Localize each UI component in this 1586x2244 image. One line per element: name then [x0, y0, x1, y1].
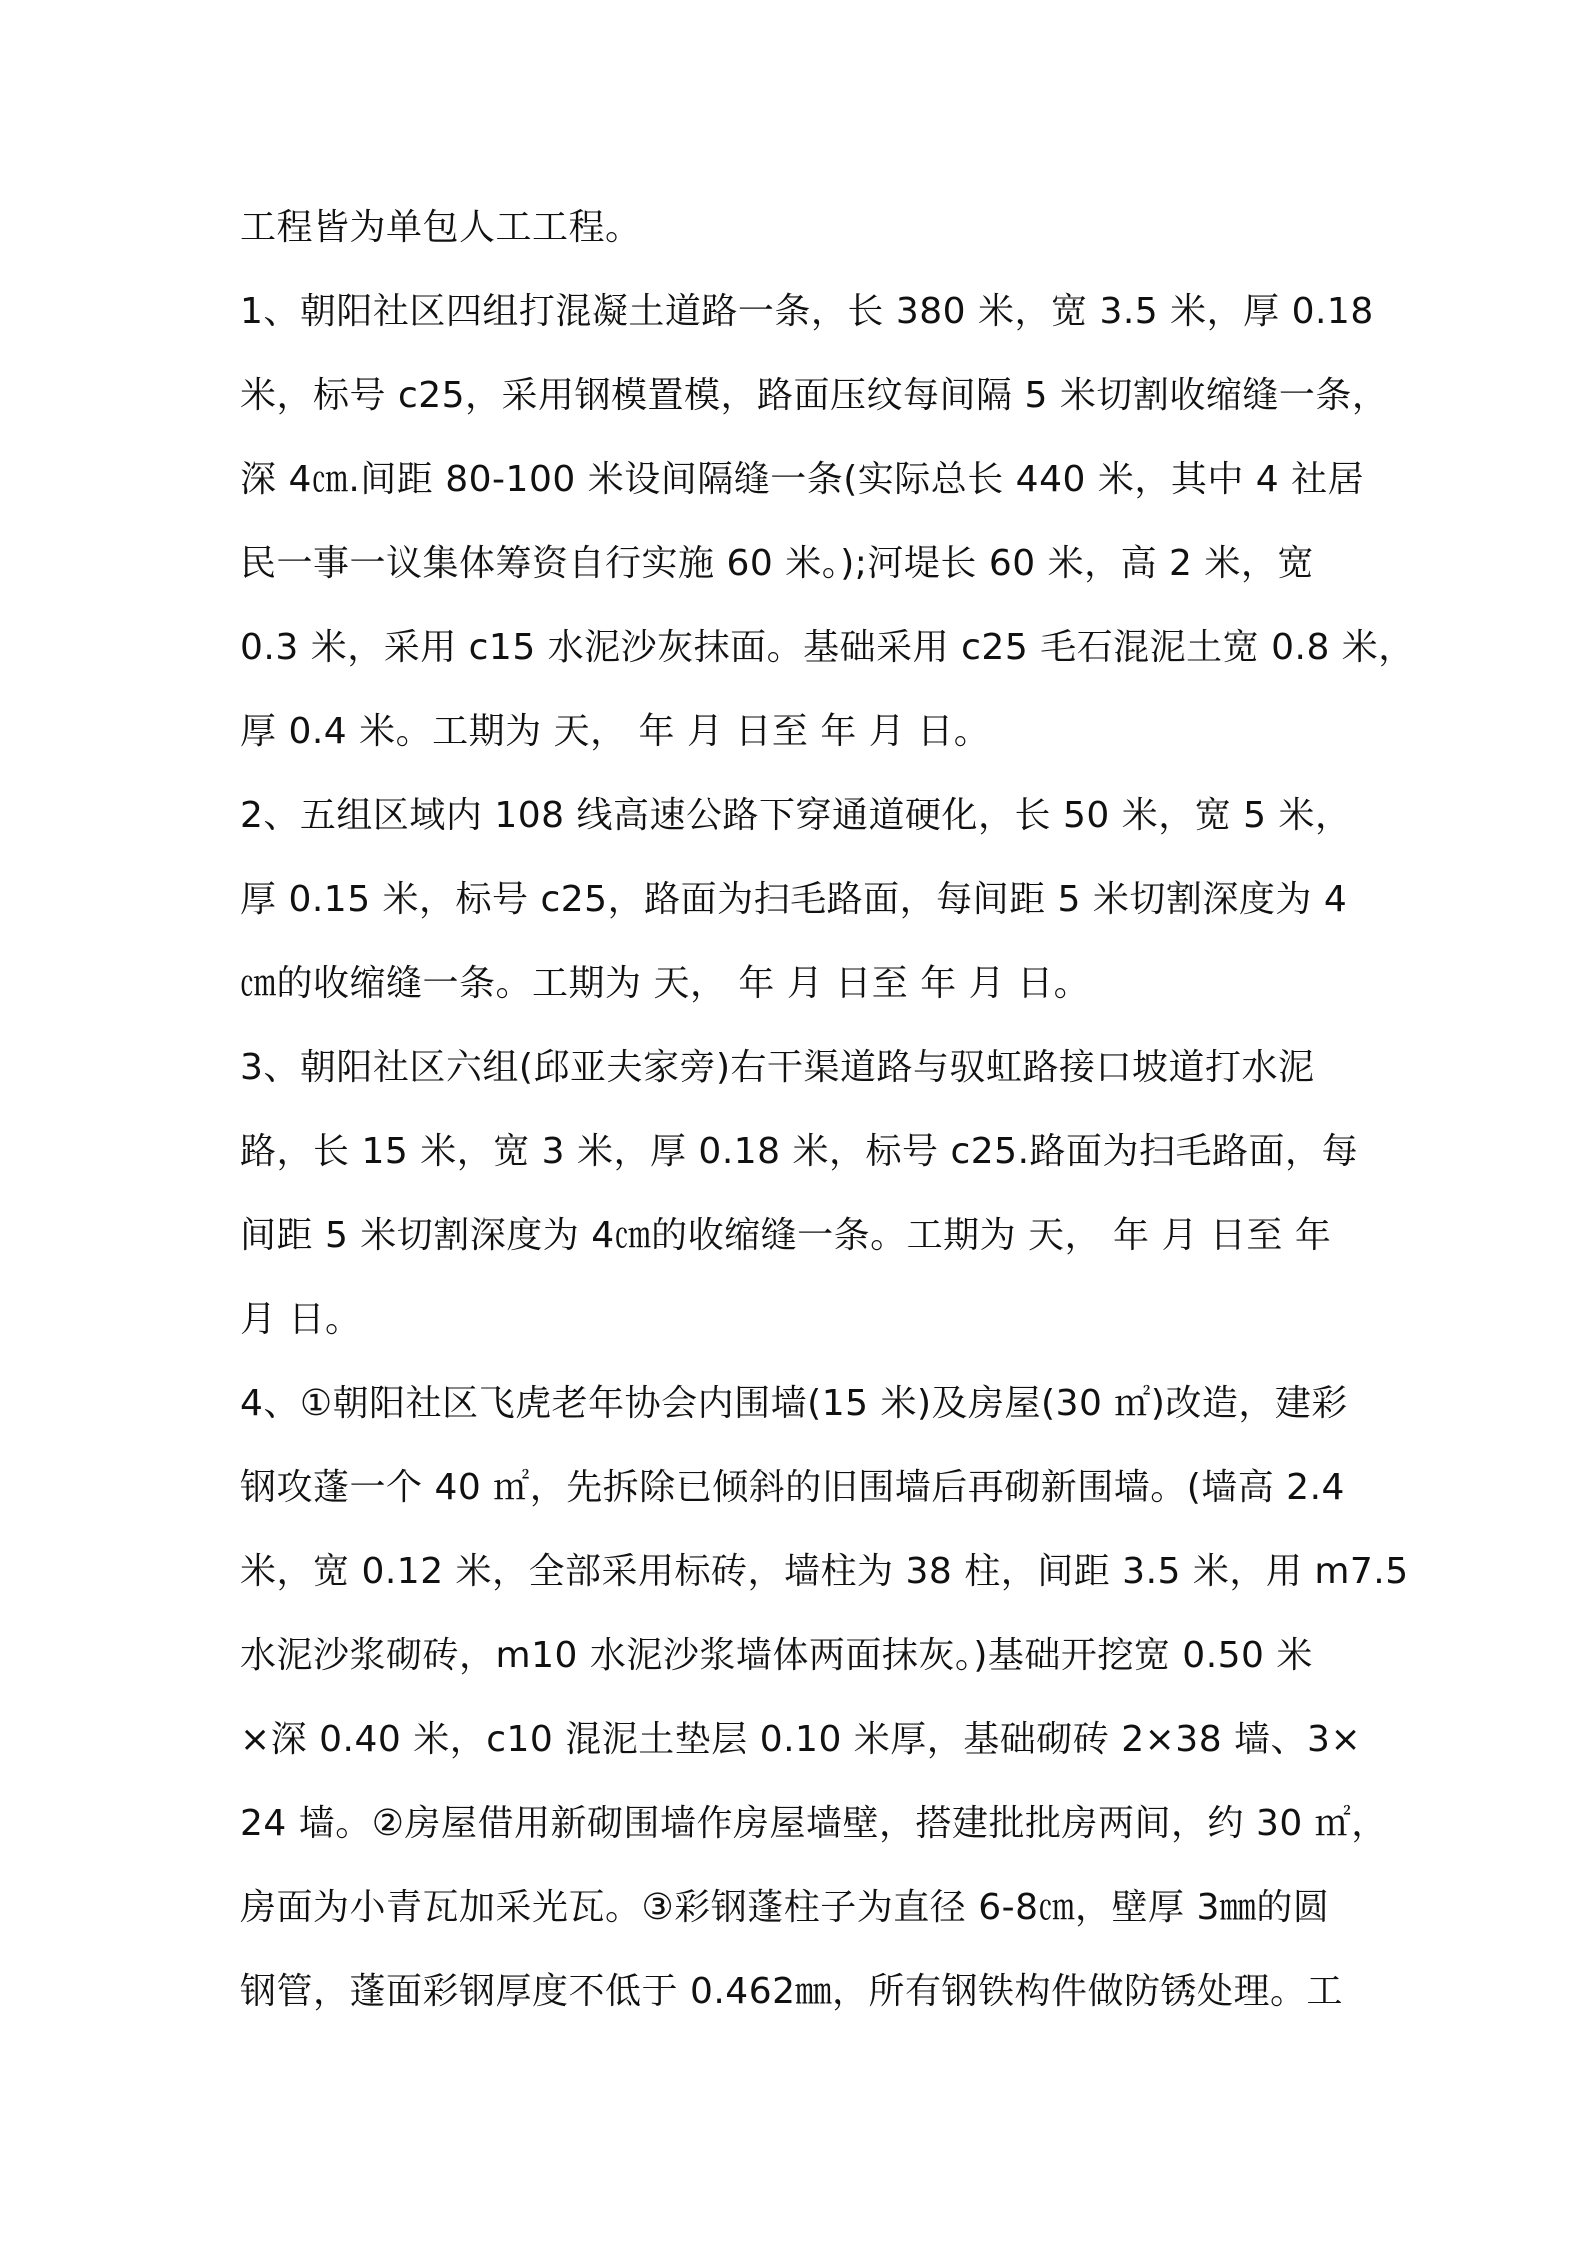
text-line: 厚 0.15 米，标号 c25，路面为扫毛路面，每间距 5 米切割深度为 4 [240, 879, 1348, 920]
text-line: 水泥沙浆砌砖，m10 水泥沙浆墙体两面抹灰。)基础开挖宽 0.50 米 [240, 1635, 1313, 1676]
text-line: 0.3 米，采用 c15 水泥沙灰抹面。基础采用 c25 毛石混泥土宽 0.8 米， [240, 627, 1415, 668]
document-body-text [240, 186, 1415, 2034]
text-line: 工程皆为单包人工工程。 [240, 207, 642, 248]
text-line: 2、五组区域内 108 线高速公路下穿通道硬化，长 50 米，宽 5 米， [240, 795, 1352, 836]
text-line: 钢攻蓬一个 40 ㎡，先拆除已倾斜的旧围墙后再砌新围墙。(墙高 2.4 [240, 1467, 1345, 1508]
text-line: 4、①朝阳社区飞虎老年协会内围墙(15 米)及房屋(30 ㎡)改造，建彩 [240, 1383, 1348, 1424]
text-line: 钢管，蓬面彩钢厚度不低于 0.462㎜，所有钢铁构件做防锈处理。工 [240, 1971, 1344, 2012]
text-line: 路，长 15 米，宽 3 米，厚 0.18 米，标号 c25.路面为扫毛路面，每 [240, 1131, 1359, 1172]
text-line: 1、朝阳社区四组打混凝土道路一条，长 380 米，宽 3.5 米，厚 0.18 [240, 291, 1374, 332]
text-line: ㎝的收缩缝一条。工期为 天， 年 月 日至 年 月 日。 [240, 963, 1091, 1004]
text-line: 3、朝阳社区六组(邱亚夫家旁)右干渠道路与驭虹路接口坡道打水泥 [240, 1047, 1315, 1088]
text-line: 月 日。 [240, 1299, 362, 1340]
text-line: 深 4㎝.间距 80-100 米设间隔缝一条(实际总长 440 米，其中 4 社居 [240, 459, 1365, 500]
text-line: ×深 0.40 米，c10 混泥土垫层 0.10 米厚，基础砌砖 2×38 墙、3× [240, 1719, 1362, 1760]
text-line: 民一事一议集体筹资自行实施 60 米。);河堤长 60 米，高 2 米，宽 [240, 543, 1314, 584]
text-line: 房面为小青瓦加采光瓦。③彩钢蓬柱子为直径 6-8㎝，壁厚 3㎜的圆 [240, 1887, 1330, 1928]
text-line: 间距 5 米切割深度为 4㎝的收缩缝一条。工期为 天， 年 月 日至 年 [240, 1215, 1332, 1256]
text-line: 米，宽 0.12 米，全部采用标砖，墙柱为 38 柱，间距 3.5 米，用 m7.5 [240, 1551, 1409, 1592]
text-line: 厚 0.4 米。工期为 天， 年 月 日至 年 月 日。 [240, 711, 991, 752]
text-line: 米，标号 c25，采用钢模置模，路面压纹每间隔 5 米切割收缩缝一条， [240, 375, 1389, 416]
text-line: 24 墙。②房屋借用新砌围墙作房屋墙壁，搭建批批房两间，约 30 ㎡， [240, 1803, 1388, 1844]
